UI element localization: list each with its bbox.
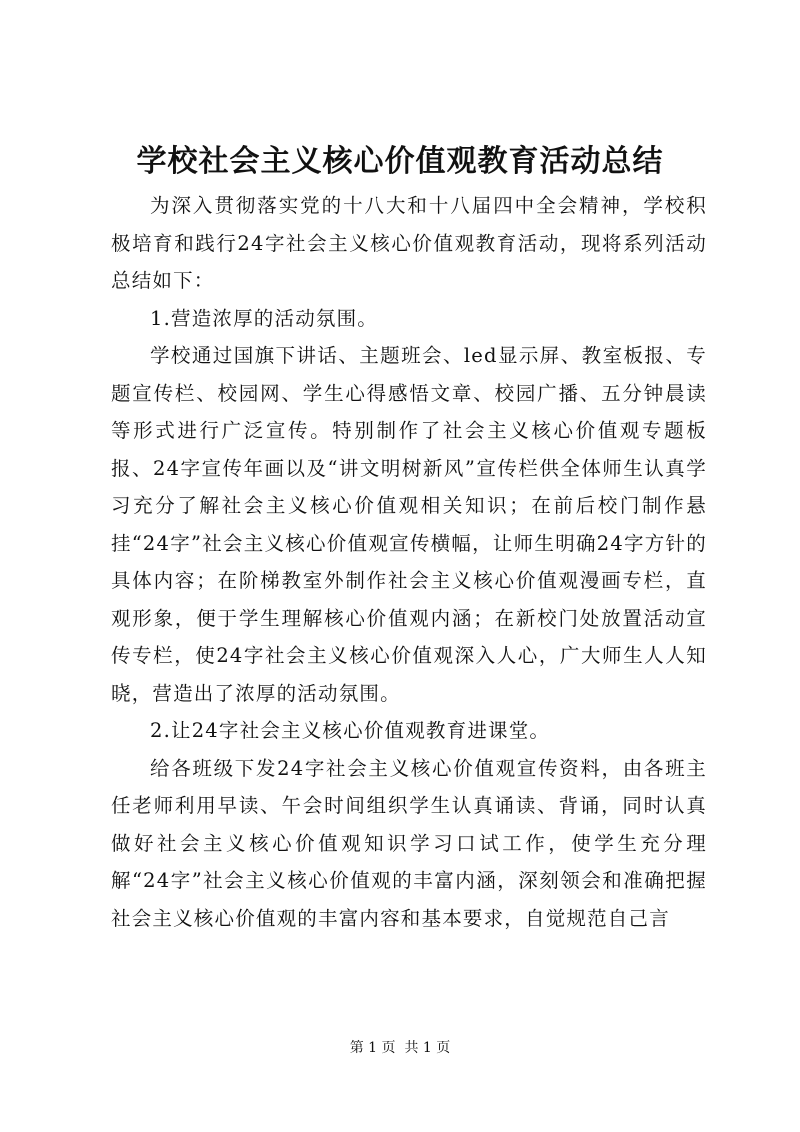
section-heading-2: 2.让24字社会主义核心价值观教育进课堂。 (150, 719, 551, 742)
document-body (111, 187, 707, 937)
document-title: 学校社会主义核心价值观教育活动总结 (136, 144, 664, 179)
section-1-paragraph: 学校通过国旗下讲话、主题班会、led显示屏、教室板报、专题宣传栏、校园网、学生心得感悟文章、校园广播、五分钟晨读等形式进行广泛宣传。特别制作了社会主义核心价值观专题板报、24字宣传年画以及“讲文明树新风”宣传栏供全体师生认真学习充分了解社会主义核心价值观相关知识；在前后校门制作悬挂“24字”社会主义核心价值观宣传横幅，让师生明确24字方针的具体内容；在阶梯教室外制作社会主义核心价值观漫画专栏，直观形象，便于学生理解核心价值观内涵；在新校门处放置活动宣传专栏，使24字社会主义核心价值观深入人心，广大师生人人知晓，营造出了浓厚的活动氛围。 (111, 344, 707, 705)
section-heading-1: 1.营造浓厚的活动氛围。 (150, 306, 379, 330)
section-2-paragraph: 给各班级下发24字社会主义核心价值观宣传资料，由各班主任老师利用早读、午会时间组织学生认真诵读、背诵，同时认真做好社会主义核心价值观知识学习口试工作，使学生充分理解“24字”社会主义核心价值观的丰富内涵，深刻领会和准确把握社会主义核心价值观的丰富内容和基本要求，自觉规范自己言 (111, 756, 707, 930)
intro-paragraph: 为深入贯彻落实党的十八大和十八届四中全会精神，学校积极培育和践行24字社会主义核心价值观教育活动，现将系列活动总结如下： (111, 194, 707, 292)
page-footer (0, 1038, 800, 1058)
page-number-label: 第 1 页 共 1 页 (349, 1040, 451, 1056)
